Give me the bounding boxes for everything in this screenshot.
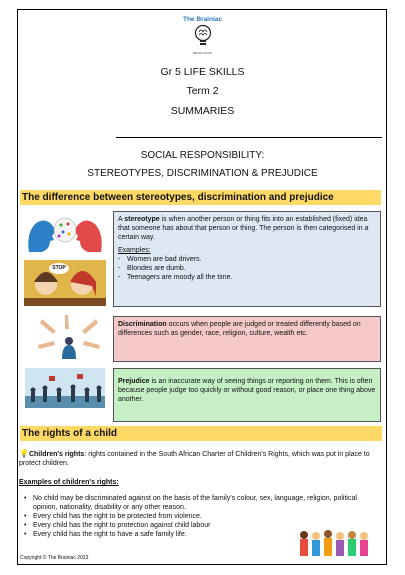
prejudice-crowd-image xyxy=(25,368,105,408)
lightbulb-icon: 💡 xyxy=(19,449,29,458)
discrimination-definition: Discrimination occurs when people are judged or treated differently based on differences such as gender, race, religion, culture, wealth etc. xyxy=(118,321,361,337)
stereotype-definition: A stereotype is when another person or thing fits into an established (fixed) idea that someone has about that person or thing. The person is then categorised in a certain way. xyxy=(118,216,369,241)
discrimination-pointing-hands-image xyxy=(38,315,100,361)
stereotype-definition-box xyxy=(113,211,381,307)
summaries-title: SUMMARIES xyxy=(170,105,235,117)
stereotype-heads-image xyxy=(25,212,105,256)
section-heading-rights: The rights of a child xyxy=(20,426,382,441)
brand-name: The Brainiac xyxy=(182,16,222,23)
discrimination-definition-box xyxy=(113,316,381,362)
children-group-image xyxy=(298,528,372,556)
list-item: • Every child has the right to have a safe family life. xyxy=(22,530,362,539)
list-item: - Teenagers are moody all the time. xyxy=(118,273,376,282)
list-item: • Every child has the right to protection against child labour xyxy=(22,521,362,530)
list-item: - Women are bad drivers. xyxy=(118,255,376,264)
stop-speech-bubble: STOP xyxy=(49,263,69,274)
logo-caption: BRAIN FOOD xyxy=(193,51,212,55)
topic-line-1: SOCIAL RESPONSIBILITY: xyxy=(140,150,265,161)
grade-title: Gr 5 LIFE SKILLS xyxy=(160,66,245,78)
lightbulb-brain-logo-icon xyxy=(193,24,213,52)
term-title: Term 2 xyxy=(186,85,219,97)
list-item: • Every child has the right to be protected from violence. xyxy=(22,512,362,521)
stereotype-examples-list xyxy=(118,255,376,282)
rights-examples-label: Examples of children's rights: xyxy=(19,479,119,486)
prejudice-definition: Prejudice is an inaccurate way of seeing things or reporting on them. This is often because people judge too quickly or without good reason, or place one thing above another. xyxy=(118,378,376,403)
childrens-rights-intro: 💡Children's rights: rights contained in the South African Charter of Children's Rights, which was put in place to protect children. xyxy=(19,449,370,467)
title-divider xyxy=(116,137,382,138)
stereotype-examples-label: Examples: xyxy=(118,247,151,254)
stereotype-drivers-image xyxy=(24,260,106,306)
list-item: • No child may be discriminated against on the basis of the family's colour, sex, language, religion, political opinion, nationality, disability or any other reason. xyxy=(22,494,362,512)
copyright-notice: Copyright © The Brainiac 2023 xyxy=(20,555,89,561)
section-heading-differences: The difference between stereotypes, discrimination and prejudice xyxy=(20,190,381,205)
topic-line-2: STEREOTYPES, DISCRIMINATION & PREJUDICE xyxy=(87,168,318,179)
prejudice-definition-box xyxy=(113,368,381,422)
list-item: - Blondes are dumb. xyxy=(118,264,376,273)
